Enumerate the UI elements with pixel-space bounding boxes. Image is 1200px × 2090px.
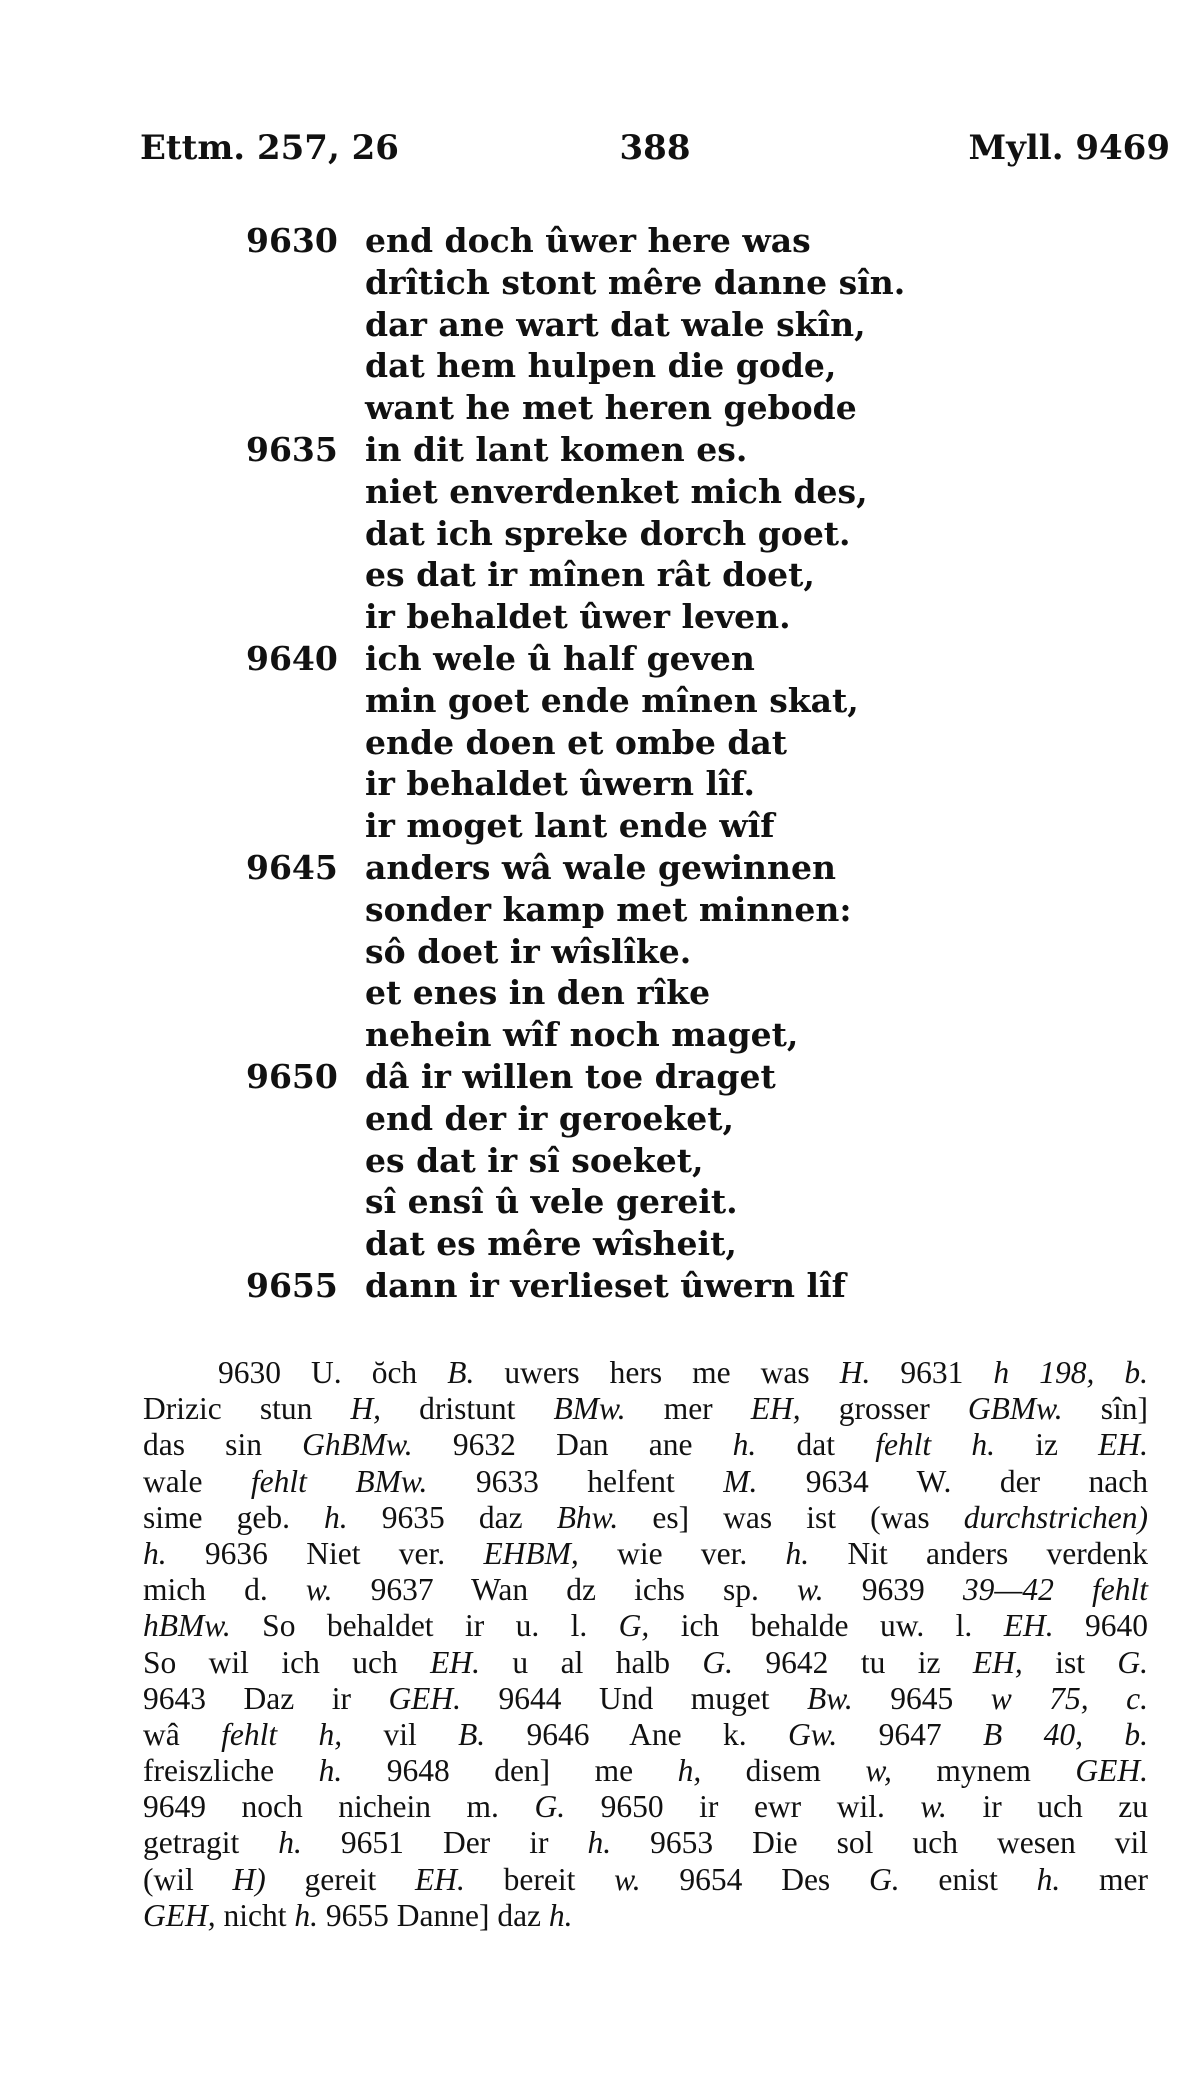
verse-text: ir behaldet ûwern lîf. [365,764,756,804]
verse-line [0,763,1200,805]
note-line: freiszliche h. 9648 den] me h, disem w, mynem GEH. [143,1753,1148,1789]
verse-line [0,805,1200,847]
verse-text: ir moget lant ende wîf [365,806,775,846]
verse-text: dann ir verlieset ûwern lîf [365,1265,846,1305]
page-number: 388 [619,128,691,168]
verse-text: es dat ir sî soeket, [365,1140,704,1180]
verse-line [0,554,1200,596]
note-line: mich d. w. 9637 Wan dz ichs sp. w. 9639 39—42 fehlt [143,1572,1148,1608]
verse-number: 9630 [246,221,338,260]
note-line: (wil H) gereit EH. bereit w. 9654 Des G. enist h. mer [143,1861,1148,1897]
note-line: Drizic stun H, dristunt BMw. mer EH, grosser GBMw. sîn] [143,1391,1148,1427]
verse-text: dat es mêre wîsheit, [365,1224,737,1264]
verse-line [0,847,1200,889]
verse-line [0,471,1200,513]
verse-line [0,387,1200,429]
verse-text: sî ensî û vele gereit. [365,1182,738,1222]
note-line: h. 9636 Niet ver. EHBM, wie ver. h. Nit anders verdenk [143,1535,1148,1571]
verse-text: in dit lant komen es. [365,429,748,469]
verse-text: ende doen et ombe dat [365,722,788,762]
verse-text: niet enverdenket mich des, [365,471,868,511]
verse-text: et enes in den rîke [365,973,711,1013]
verse-line [0,1098,1200,1140]
verse-text: anders wâ wale gewinnen [365,847,836,887]
verse-line [0,1223,1200,1265]
note-line: GEH, nicht h. 9655 Danne] daz h. [143,1897,573,1933]
verse-line [0,638,1200,680]
verse-line [0,262,1200,304]
verse-number: 9640 [246,638,338,678]
verse-number: 9645 [246,847,338,887]
verse-block [0,220,1200,1307]
verse-line [0,1265,1200,1307]
note-line: hBMw. So behaldet ir u. l. G, ich behalde uw. l. EH. 9640 [143,1608,1148,1644]
verse-line [0,889,1200,931]
verse-text: nehein wîf noch maget, [365,1015,799,1055]
verse-text: ich wele û half geven [365,638,755,678]
verse-line [0,931,1200,973]
verse-text: end der ir geroeket, [365,1098,734,1138]
verse-text: dar ane wart dat wale skîn, [365,304,866,344]
verse-number: 9635 [246,429,338,469]
verse-number: 9655 [246,1265,338,1305]
verse-text: end doch ûwer here was [365,221,811,260]
note-line: So wil ich uch EH. u al halb G. 9642 tu iz EH, ist G. [143,1644,1148,1680]
header-right-reference: Myll. 9469 [968,128,1170,168]
verse-text: dâ ir willen toe draget [365,1056,776,1096]
verse-line [0,972,1200,1014]
verse-line [0,220,1200,262]
verse-text: sô doet ir wîslîke. [365,931,692,971]
note-line: wale fehlt BMw. 9633 helfent M. 9634 W. der nach [143,1463,1148,1499]
page-header [140,128,1170,178]
verse-line [0,1140,1200,1182]
note-line: 9643 Daz ir GEH. 9644 Und muget Bw. 9645 w 75, c. [143,1680,1149,1716]
note-line: 9630 U. ŏch B. uwers hers me was H. 9631 h 198, b. [218,1355,1148,1390]
note-line: 9649 noch nichein m. G. 9650 ir ewr wil. w. ir uch zu [143,1789,1148,1825]
verse-text: min goet ende mînen skat, [365,680,859,720]
note-line: sime geb. h. 9635 daz Bhw. es] was ist (was durchstrichen) [143,1499,1148,1535]
verse-line [0,345,1200,387]
verse-line [0,304,1200,346]
verse-text: drîtich stont mêre danne sîn. [365,262,906,302]
verse-line [0,513,1200,555]
verse-number: 9650 [246,1056,338,1096]
verse-text: es dat ir mînen rât doet, [365,555,815,595]
verse-line [0,1181,1200,1223]
verse-line [0,722,1200,764]
verse-line [0,1014,1200,1056]
note-line: wâ fehlt h, vil B. 9646 Ane k. Gw. 9647 B 40, b. [143,1716,1148,1752]
critical-apparatus [143,1355,1148,1934]
verse-line [0,429,1200,471]
verse-line [0,1056,1200,1098]
verse-text: sonder kamp met minnen: [365,889,852,929]
verse-text: ir behaldet ûwer leven. [365,597,791,637]
verse-text: dat hem hulpen die gode, [365,346,837,386]
verse-text: dat ich spreke dorch goet. [365,513,851,553]
note-line: getragit h. 9651 Der ir h. 9653 Die sol uch wesen vil [143,1825,1148,1861]
note-line: das sin GhBMw. 9632 Dan ane h. dat fehlt h. iz EH. [143,1427,1149,1463]
verse-line [0,680,1200,722]
verse-line [0,596,1200,638]
header-left-reference: Ettm. 257, 26 [140,128,399,168]
verse-text: want he met heren gebode [365,388,857,428]
